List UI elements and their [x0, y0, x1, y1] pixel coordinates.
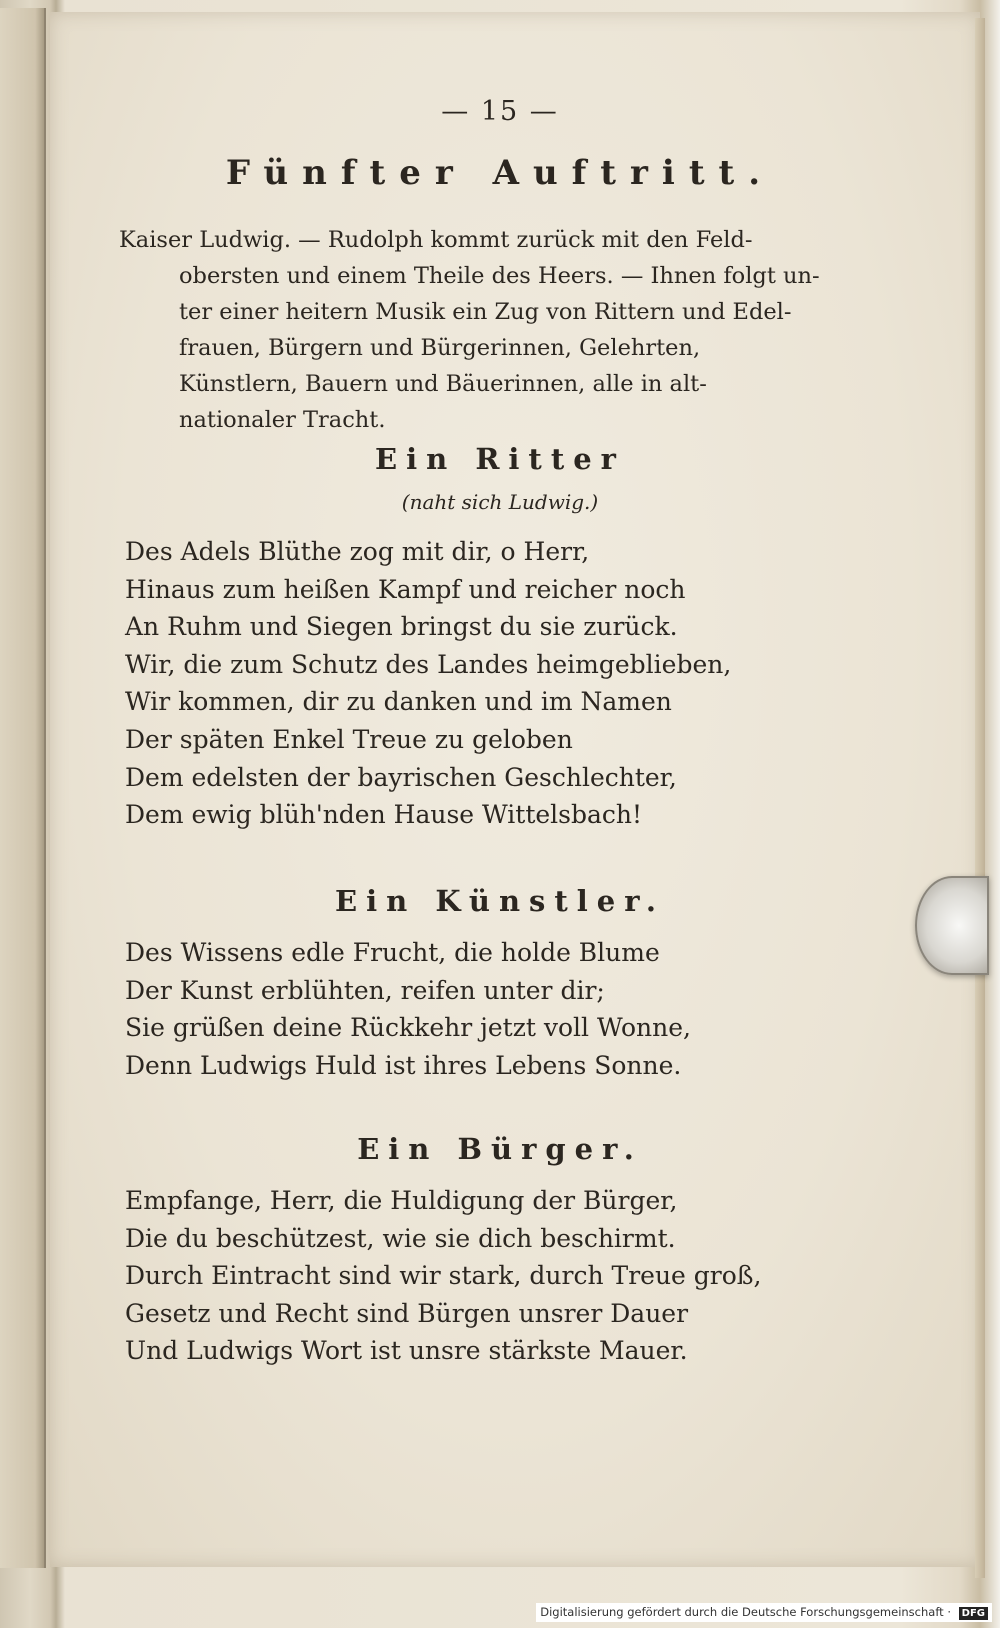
verse-line: Gesetz und Recht sind Bürgen unsrer Dauer	[125, 1298, 689, 1328]
verse-line: An Ruhm und Siegen bringst du sie zurück.	[125, 612, 678, 642]
verse-line: Durch Eintracht sind wir stark, durch Treue groß,	[125, 1261, 762, 1291]
stage-direction	[119, 222, 834, 438]
page-stack-edge	[975, 18, 985, 1578]
verse-block	[125, 533, 845, 834]
verse-line: Die du beschützest, wie sie dich beschirmt.	[125, 1223, 676, 1253]
scene-title: Fünfter Auftritt.	[225, 153, 775, 193]
dfg-logo: DFG	[959, 1607, 988, 1620]
stage-line: obersten und einem Theile des Heers. — Ihnen folgt un-	[179, 263, 820, 289]
stage-line: Kaiser Ludwig. — Rudolph kommt zurück mit den Feld-	[119, 227, 753, 253]
speaker-heading: Ein Ritter	[375, 442, 625, 476]
verse-line: Der späten Enkel Treue zu geloben	[125, 724, 573, 754]
page-number: — 15 —	[441, 96, 559, 127]
speaker-heading: Ein Bürger.	[357, 1132, 643, 1166]
verse-line: Hinaus zum heißen Kampf und reicher noch	[125, 574, 686, 604]
verse-block	[125, 1182, 845, 1370]
verse-line: Des Wissens edle Frucht, die holde Blume	[125, 938, 660, 967]
verse-line: Sie grüßen deine Rückkehr jetzt voll Wonne,	[125, 1013, 691, 1043]
verse-line: Der Kunst erblühten, reifen unter dir;	[125, 975, 605, 1005]
verse-line: Dem ewig blüh'nden Hause Wittelsbach!	[125, 800, 643, 830]
verse-line: Wir kommen, dir zu danken und im Namen	[125, 687, 672, 717]
stage-line: nationaler Tracht.	[179, 407, 386, 433]
speaker-direction: (naht sich Ludwig.)	[401, 490, 599, 514]
verse-block	[125, 934, 845, 1084]
stage-line: frauen, Bürgern und Bürgerinnen, Gelehrten,	[179, 335, 701, 361]
credit-text: Digitalisierung gefördert durch die Deutsche Forschungsgemeinschaft ·	[540, 1605, 951, 1619]
speaker-heading: Ein Künstler.	[335, 884, 665, 918]
facing-page-edge	[0, 8, 46, 1568]
verse-line: Denn Ludwigs Huld ist ihres Lebens Sonne.	[125, 1050, 682, 1080]
verse-line: Des Adels Blüthe zog mit dir, o Herr,	[125, 537, 590, 566]
verse-line: Dem edelsten der bayrischen Geschlechter,	[125, 762, 677, 792]
verse-line: Empfange, Herr, die Huldigung der Bürger,	[125, 1186, 678, 1215]
verse-line: Und Ludwigs Wort ist unsre stärkste Mauer.	[125, 1336, 688, 1366]
stage-line: ter einer heitern Musik ein Zug von Rittern und Edel-	[179, 299, 792, 325]
stage-line: Künstlern, Bauern und Bäuerinnen, alle in alt-	[179, 371, 707, 397]
digitization-credit	[536, 1603, 992, 1622]
verse-line: Wir, die zum Schutz des Landes heimgeblieben,	[125, 649, 732, 679]
